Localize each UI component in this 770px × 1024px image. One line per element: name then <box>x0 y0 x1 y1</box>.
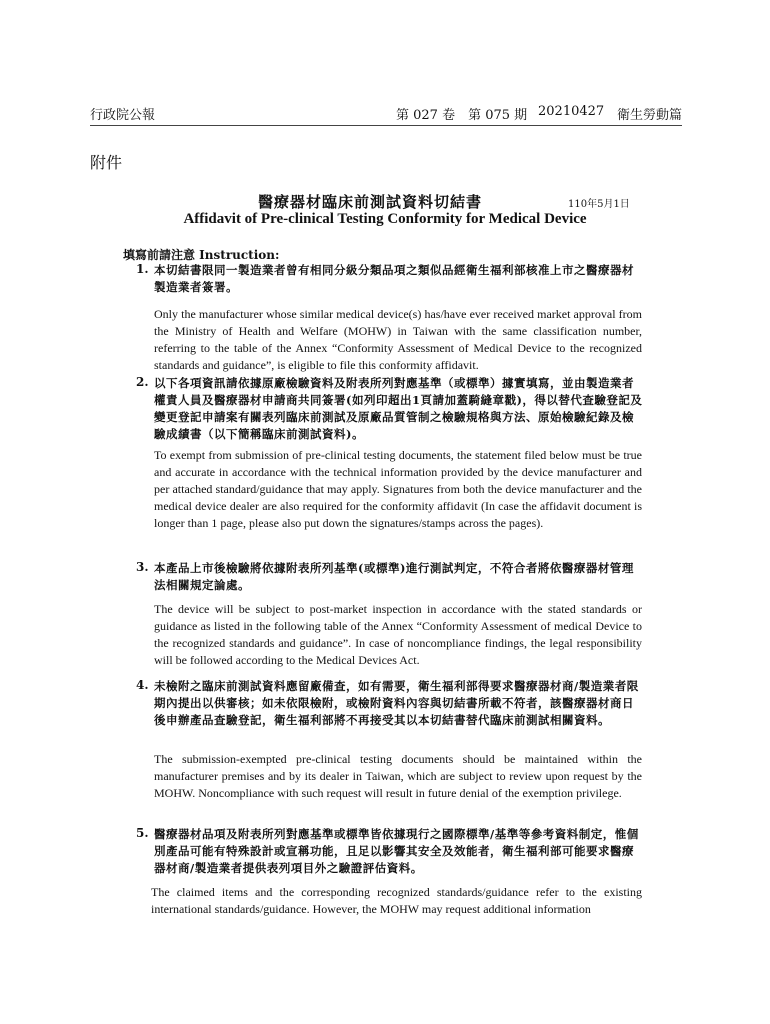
document-title-zh: 醫療器材臨床前測試資料切結書 <box>258 193 483 211</box>
document-date: 110年5月1日 <box>568 199 630 210</box>
item-text-en: The submission-exempted pre-clinical testing documents should be maintained within the manufacturer premises and by its dealer in Taiwan, which are subject to review upon request by the MOHW. Noncompliance with such request will result in future denial of the exemption privilege. <box>154 752 642 800</box>
department-section: 衛生勞動篇 <box>616 108 682 123</box>
document-title-en: Affidavit of Pre-clinical Testing Conformity for Medical Device <box>183 211 587 227</box>
item-text-zh: 未檢附之臨床前測試資料應留廠備查，如有需要，衛生福利部得要求醫療器材商/製造業者限期內提出以供審核；如未依限檢附，或檢附資料內容與切結書所載不符者，該醫療器材商日後申辦產品查驗登記，衛生福利部將不再接受其以本切結書替代臨床前測試相關資料。 <box>154 679 639 727</box>
item-text-en: Only the manufacturer whose similar medical device(s) has/have ever received market approval from the Ministry of Health and Welfare (MOHW) in Taiwan with the same classification number, referring to the table of the Annex “Conformity Assessment of Medical Device to the recognized standards and guidance”, is eligible to file this conformity affidavit. <box>154 307 642 372</box>
instruction-heading: 填寫前請注意 Instruction: <box>123 248 280 262</box>
item-text-en: The device will be subject to post-market inspection in accordance with the stated standards or guidance as listed in the following table of the Annex “Conformity Assessment of medical Device to the recognized standards and guidance”. In case of noncompliance findings, the legal responsibility will be followed according to the Medical Devices Act. <box>154 602 642 667</box>
item-number: 5. <box>136 826 149 840</box>
item-text-zh: 以下各項資訊請依據原廠檢驗資料及附表所列對應基準（或標準）據實填寫，並由製造業者權責人員及醫療器材申請商共同簽署(如列印超出1頁請加蓋騎縫章戳)，得以替代查驗登記及變更登記申請案有關表列臨床前測試及原廠品質管制之檢驗規格與方法、原始檢驗紀錄及檢驗成績書（以下簡稱臨床前測試資料)。 <box>154 376 643 441</box>
publication-date: 20210427 <box>538 104 605 119</box>
item-number: 1. <box>136 262 149 276</box>
header-divider <box>90 125 682 126</box>
item-number: 3. <box>136 560 149 574</box>
item-text-zh: 醫療器材品項及附表所列對應基準或標準皆依據現行之國際標準/基準等參考資料制定，惟個別產品可能有特殊設計或宣稱功能，且足以影響其安全及效能者，衛生福利部可能要求醫療器材商/製造業者提供表列項目外之驗證評估資料。 <box>154 827 639 875</box>
item-text-en: The claimed items and the corresponding recognized standards/guidance refer to the existing international standards/guidance. However, the MOHW may request additional information <box>151 885 642 916</box>
item-text-zh: 本切結書限同一製造業者曾有相同分級分類品項之類似品經衛生福利部核准上市之醫療器材製造業者簽署。 <box>154 263 634 294</box>
attachment-label: 附件 <box>90 153 123 172</box>
page-header <box>90 104 682 124</box>
item-number: 4. <box>136 678 149 692</box>
item-text-zh: 本產品上市後檢驗將依據附表所列基準(或標準)進行測試判定，不符合者將依醫療器材管理法相關規定論處。 <box>154 561 634 592</box>
item-text-en: To exempt from submission of pre-clinical testing documents, the statement filed below must be true and accurate in accordance with the technical information provided by the device manufacturer and per attached standard/guidance that may apply. Signatures from both the device manufacturer and the medical device dealer are also required for the conformity affidavit (In case the affidavit document is longer than 1 page, please also put down the signatures/stamps across the pages). <box>154 448 642 530</box>
publication-name: 行政院公報 <box>90 108 156 123</box>
volume-issue: 第 027 卷 第 075 期 <box>396 108 528 123</box>
item-number: 2. <box>136 375 149 389</box>
